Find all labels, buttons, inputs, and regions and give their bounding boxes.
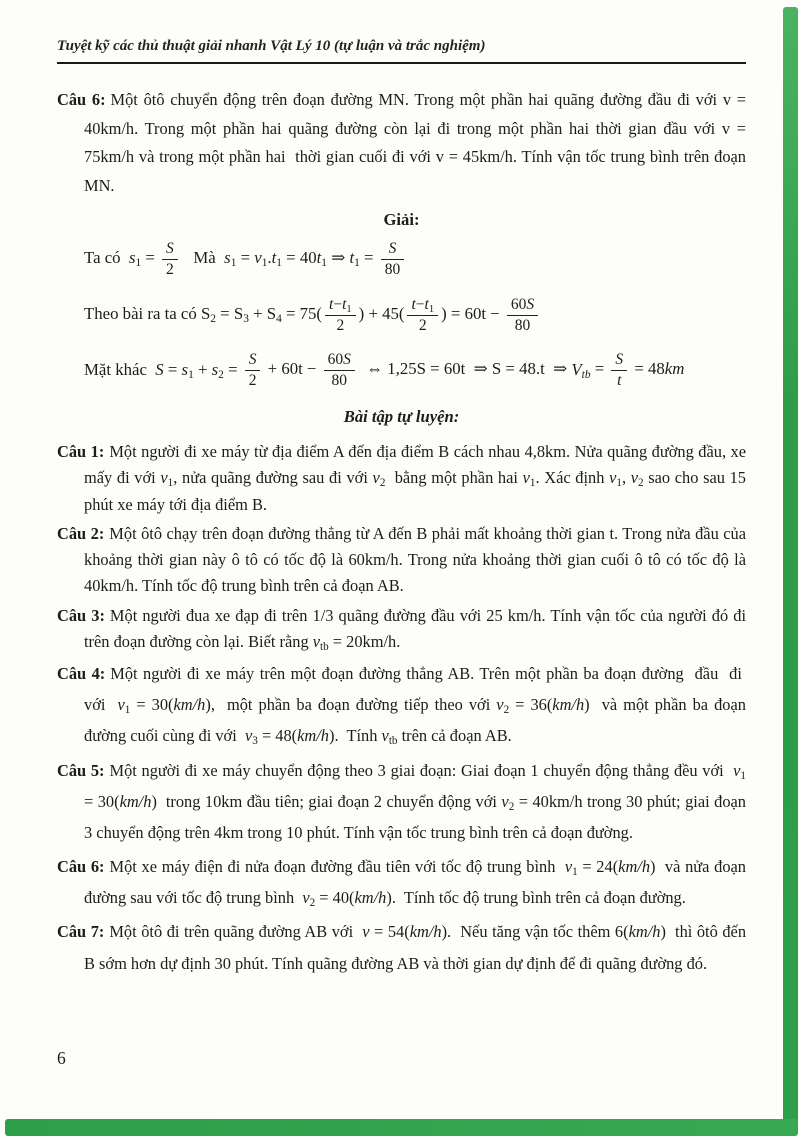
problem-label: Câu 6: (57, 857, 105, 877)
fraction: $\frac{60S}{80}$ (324, 351, 355, 390)
math-text: Ta có $s_1$ = (84, 248, 160, 270)
math-text: + 60t − (263, 359, 321, 379)
fraction: $\frac{S}{80}$ (381, 240, 405, 279)
exercise-problem (57, 603, 746, 656)
page-number: 6 (57, 1048, 66, 1068)
fraction: $\frac{60S}{80}$ (507, 296, 538, 335)
problem-text: Một người đua xe đạp đi trên 1/3 quãng đường đầu với 25 km/h. Tính vận tốc của người đó đi trên đoạn đường còn lại. Biết rằng $v_{tb} = 20km/h$. (84, 605, 747, 653)
fraction: $\frac{S}{t}$ (611, 351, 627, 390)
math-text: Mặt khác $S = s_1 + s_2$ = (84, 359, 242, 381)
exercise-problem (57, 439, 746, 518)
header-rule (57, 62, 746, 64)
math-text: Theo bài ra ta có $S_2 = S_3 + S_4 = 75$( (84, 303, 323, 326)
exercise-problem (57, 658, 746, 752)
math-text: = 48km (630, 359, 685, 379)
page-content (57, 0, 746, 982)
problem-text: Một xe máy điện đi nửa đoạn đường đầu tiên với tốc độ trung bình $v_1 = 24(km/h)$ và nửa đoạn đường sau với tốc độ trung bình $v_2 = 40(km/h)$. Tính tốc độ trung bình trên cả đoạn đường. (84, 857, 746, 910)
problem-label: Câu 6: (57, 90, 106, 109)
exercises-list (57, 439, 746, 979)
exercise-problem (57, 755, 746, 849)
exercise-problem (57, 916, 746, 978)
solution-heading: Giải: (383, 210, 420, 230)
problem-label: Câu 1: (57, 442, 105, 462)
running-header: Tuyệt kỹ các thủ thuật giải nhanh Vật Lý 10 (tự luận và trắc nghiệm) (57, 38, 486, 54)
math-line (84, 240, 746, 279)
problem-label: Câu 5: (57, 760, 105, 780)
problem-text: Một người đi xe máy từ địa điểm A đến địa điểm B cách nhau 4,8km. Nửa quãng đường đầu, xe mấy đi với $v_1$, nửa quãng đường sau đi với $v_2$ bằng một phần hai $v_1$. Xác định $v_1$, $v_2$ sao cho sau 15 phút xe máy tới địa điểm B. (84, 442, 747, 514)
math-text: ⇔ 1,25S = 60t ⇒ S = 48.t ⇒ $V_{tb}$ = (357, 359, 609, 381)
math-text: ) = 60t − (441, 303, 504, 323)
fraction: $\frac{t-t_1}{2}$ (325, 296, 356, 335)
fraction: $\frac{S}{2}$ (245, 351, 261, 390)
problem-text: Một người đi xe máy chuyển động theo 3 giai đoạn: Giai đoạn 1 chuyển động thẳng đều với $v_1 = 30(km/h)$ trong 10km đầu tiên; giai đoạn 2 chuyển động với $v_2 = 40km/h$ trong 30 phút; giai đoạn 3 chuyển động trên 4km trong 10 phút. Tính vận tốc trung bình trên cả đoạn đường. (84, 760, 746, 842)
problem-text: Một người đi xe máy trên một đoạn đường thẳng AB. Trên một phần ba đoạn đường đầu đi với $v_1 = 30(km/h)$, một phần ba đoạn đường tiếp theo với $v_2 = 36(km/h)$ và một phần ba đoạn đường cuối cùng đi với $v_3 = 48(km/h)$. Tính $v_{tb}$ trên cả đoạn AB. (84, 664, 746, 748)
problem-label: Câu 3: (57, 605, 105, 625)
math-line (84, 296, 746, 335)
problem-text: Một ôtô đi trên quãng đường AB với v = 54(km/h). Nếu tăng vận tốc thêm 6(km/h) thì ôtô đến B sớm hơn dự định 30 phút. Tính quãng đường AB và thời gian dự định để đi quãng đường đó. (84, 922, 747, 973)
problem-label: Câu 2: (57, 523, 105, 543)
book-cover-edge-right (783, 7, 798, 1133)
exercise-problem (57, 851, 746, 913)
exercise-problem (57, 521, 746, 600)
fraction: $\frac{S}{2}$ (162, 240, 178, 279)
fraction: $\frac{t-t_1}{2}$ (407, 296, 438, 335)
math-text: ) + 45( (358, 303, 405, 323)
math-line (84, 351, 746, 390)
exercises-heading: Bài tập tự luyện: (343, 407, 460, 427)
problem-label: Câu 7: (57, 922, 105, 942)
book-cover-edge-bottom (5, 1119, 798, 1136)
problem-text: Một ôtô chạy trên đoạn đường thẳng từ A đến B phải mất khoảng thời gian t. Trong nửa đầu của khoảng thời gian này ô tô có tốc độ là 60km/h. Trong nửa khoảng thời gian cuối ô tô có tốc độ là 40km/h. Tính tốc độ trung bình trên cả đoạn AB. (84, 523, 746, 596)
solution-math (84, 240, 746, 390)
problem-label: Câu 4: (57, 664, 106, 684)
solved-problem (57, 86, 746, 200)
math-text: Mà $s_1 = v_1.t_1 = 40t_1$ ⇒ $t_1$ = (180, 248, 378, 270)
problem-text: Một ôtô chuyển động trên đoạn đường MN. Trong một phần hai quãng đường đầu đi với v = 40km/h. Trong một phần hai quãng đường còn lại đi trong một phần hai thời gian đầu với v = 75km/h và trong một phần hai thời gian cuối đi với v = 45km/h. Tính vận tốc trung bình trên đoạn MN. (84, 90, 746, 195)
